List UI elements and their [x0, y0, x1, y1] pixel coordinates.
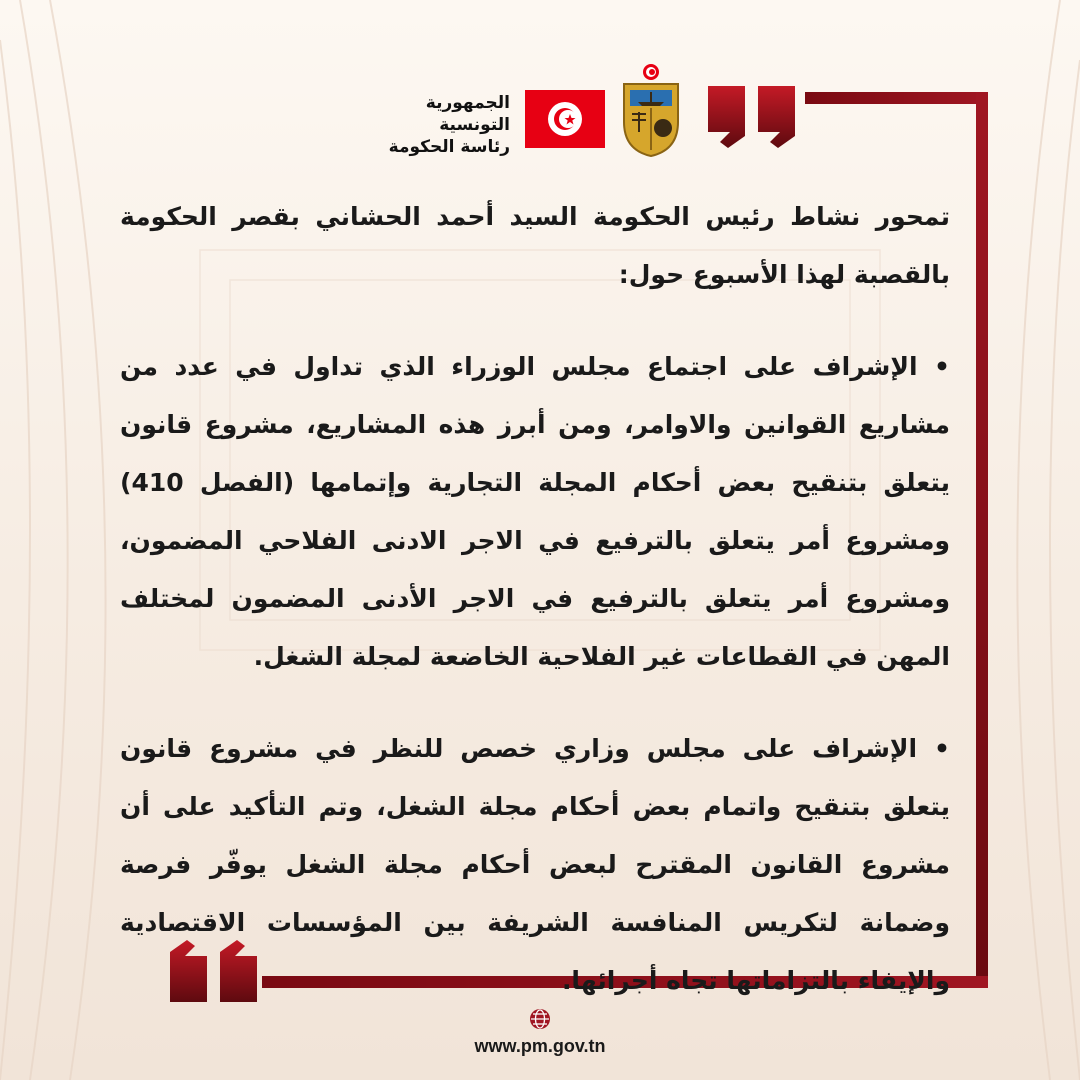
website-link[interactable]: www.pm.gov.tn [474, 1036, 606, 1056]
frame-right-border [976, 92, 988, 988]
tunisia-flag-icon [525, 90, 605, 148]
announcement-body [120, 188, 950, 1044]
globe-icon [529, 1008, 551, 1030]
footer [460, 1008, 620, 1057]
frame-top-border [805, 92, 988, 104]
org-line-1: الجمهورية التونسية [425, 93, 510, 135]
header [360, 62, 690, 162]
bullet-item-1: • الإشراف على اجتماع مجلس الوزراء الذي تداول في عدد من مشاريع القوانين والاوامر، ومن أبرز هذه المشاريع، مشروع قانون يتعلق بتنقيح بعض أحكام المجلة التجارية وإتمامها (الفصل 410) ومشروع أمر يتعلق بالترفيع في الاجر الادنى الفلاحي المضمون، ومشروع أمر يتعلق بالترفيع في الاجر الأدنى المضمون لمختلف المهن في القطاعات غير الفلاحية الخاضعة لمجلة الشغل. [120, 338, 950, 686]
intro-paragraph: تمحور نشاط رئيس الحكومة السيد أحمد الحشاني بقصر الحكومة بالقصبة لهذا الأسبوع حول: [120, 202, 950, 289]
quote-mark-icon [700, 76, 805, 158]
org-line-2: رئاسة الحكومة [388, 137, 510, 157]
organization-title [360, 92, 510, 158]
coat-of-arms-icon [618, 62, 684, 158]
bullet-item-2: • الإشراف على مجلس وزاري خصص للنظر في مشروع قانون يتعلق بتنقيح واتمام بعض أحكام مجلة الشغل، وتم التأكيد على أن مشروع القانون المقترح لبعض أحكام مجلة الشغل يوفّر فرصة وضمانة لتكريس المنافسة الشريفة بين المؤسسات الاقتصادية والإيفاء بالتزاماتها تجاه أجرائها. [120, 720, 950, 1010]
